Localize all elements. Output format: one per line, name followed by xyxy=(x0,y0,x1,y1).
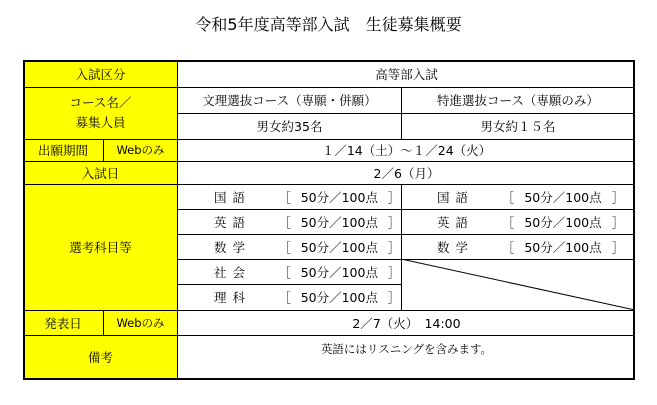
application-method: Webのみ xyxy=(103,139,178,161)
row-divider xyxy=(178,113,635,114)
remarks-value: 英語にはリスニングを含みます。 xyxy=(320,342,493,356)
page-title: 令和5年度高等部入試 生徒募集概要 xyxy=(195,15,462,34)
left-subject-row: 国語 ［ 50分／100点 ］ xyxy=(214,189,401,205)
right-subject-row: 国語 ［ 50分／100点 ］ xyxy=(437,189,625,205)
row-divider xyxy=(23,310,635,311)
announcement-method: Webのみ xyxy=(103,310,178,335)
left-subject-row: 英語 ［ 50分／100点 ］ xyxy=(214,214,401,230)
application-period-value: １／14（土）～１／24（火） xyxy=(321,143,492,158)
border-right xyxy=(633,60,635,380)
subject-name: 数学 xyxy=(214,239,252,255)
left-subject-row: 理科 ［ 50分／100点 ］ xyxy=(214,290,401,305)
subject-name: 国語 xyxy=(214,189,252,205)
border-bottom xyxy=(23,378,635,380)
subject-score: 50分／100点 xyxy=(524,189,602,205)
application-period-label: 出願期間 xyxy=(23,139,103,161)
subject-name: 数学 xyxy=(437,239,475,255)
left-subject-row: 社会 ［ 50分／100点 ］ xyxy=(214,264,401,280)
subject-name: 英語 xyxy=(214,214,252,230)
row-divider xyxy=(178,234,635,235)
right-course-quota: 男女約１５名 xyxy=(480,119,556,134)
label-divider xyxy=(177,60,178,380)
subject-score: 50分／100点 xyxy=(300,290,378,305)
course-label xyxy=(23,87,178,139)
row-divider xyxy=(23,184,635,185)
course-label-line2: 募集人員 xyxy=(75,115,126,130)
row-divider xyxy=(23,139,635,140)
exam-date-value: 2／6（月） xyxy=(373,165,440,181)
left-course-name: 文理選抜コース（専願・併願） xyxy=(202,93,377,108)
subject-score: 50分／100点 xyxy=(524,239,602,255)
subject-name: 英語 xyxy=(437,214,475,230)
subject-name: 理科 xyxy=(214,290,252,305)
subject-name: 社会 xyxy=(214,264,252,280)
empty-cell-diagonal xyxy=(401,259,635,310)
left-course-quota: 男女約35名 xyxy=(256,119,323,134)
announcement-value: 2／7（火） 14:00 xyxy=(352,315,461,331)
remarks-label: 備考 xyxy=(23,335,178,379)
subject-score: 50分／100点 xyxy=(300,214,378,230)
subject-score: 50分／100点 xyxy=(300,239,378,255)
right-course-name: 特進選抜コース（専願のみ） xyxy=(437,93,599,108)
subject-score: 50分／100点 xyxy=(524,214,602,230)
right-subject-row: 数学 ［ 50分／100点 ］ xyxy=(437,239,625,255)
method-divider xyxy=(103,310,104,335)
row-divider xyxy=(23,161,635,162)
subjects-label: 選考科目等 xyxy=(23,184,178,310)
border-left xyxy=(23,60,25,380)
method-divider xyxy=(103,139,104,161)
exam-date-label: 入試日 xyxy=(23,161,178,184)
right-subject-row: 英語 ［ 50分／100点 ］ xyxy=(437,214,625,230)
border-top xyxy=(23,60,635,62)
course-label-line1: コース名／ xyxy=(69,95,132,110)
subject-score: 50分／100点 xyxy=(300,264,378,280)
subject-score: 50分／100点 xyxy=(300,189,378,205)
course-divider xyxy=(401,87,402,139)
left-subject-row: 数学 ［ 50分／100点 ］ xyxy=(214,239,401,255)
row-divider xyxy=(23,87,635,88)
announcement-label: 発表日 xyxy=(23,310,103,335)
row-divider xyxy=(178,284,401,285)
row-divider xyxy=(23,335,635,336)
exam-type-value: 高等部入試 xyxy=(375,66,438,82)
exam-type-label: 入試区分 xyxy=(23,60,178,87)
row-divider xyxy=(178,209,635,210)
subject-name: 国語 xyxy=(437,189,475,205)
